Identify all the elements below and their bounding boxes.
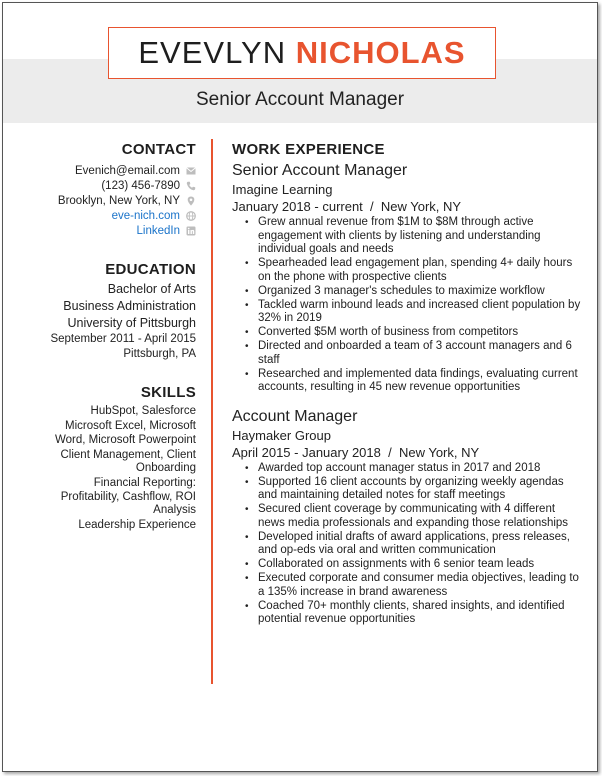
bullet-item: • Grew annual revenue from $1M to $8M through active engagement with clients by listening and understanding individual goals and needs [258,216,582,257]
education-degree: Bachelor of Arts [107,282,196,296]
date-separator: / [366,199,378,214]
bullet-item: • Organized 3 manager's schedules to maximize workflow [258,285,582,299]
contact-location-text: Brooklyn, New York, NY [57,194,180,207]
job-dateline-2 [232,444,582,461]
linkedin-link[interactable]: LinkedIn [136,224,180,237]
bullet-item: • Tackled warm inbound leads and increased client population by 32% in 2019 [258,299,582,326]
education-school: University of Pittsburgh [67,316,196,330]
job-bullets-2 [232,462,582,627]
contact-email[interactable] [13,163,196,178]
job-title: Senior Account Manager [195,89,405,110]
column-divider [211,139,213,684]
job-dates-1: January 2018 - current [232,199,363,214]
date-separator: / [384,444,396,460]
bullet-item: • Converted $5M worth of business from competitors [258,326,582,340]
bullet-item: • Executed corporate and consumer media objectives, leading to a 135% increase in brand awareness [258,572,582,599]
bullet-item: • Secured client coverage by communicating with 4 different news media professionals and expanding those relationships [258,503,582,530]
bullet-item: • Spearheaded lead engagement plan, spending 4+ daily hours on the phone with prospective clients [258,257,582,284]
globe-icon [186,211,196,221]
bullet-item: • Coached 70+ monthly clients, shared insights, and identified potential revenue opportunities [258,600,582,627]
skill-item: HubSpot, Salesforce [90,405,196,417]
contact-phone-text: (123) 456-7890 [101,179,180,192]
job-company-1: Imagine Learning [232,182,333,197]
right-column [232,141,582,627]
education-heading: EDUCATION [105,261,196,278]
work-experience-heading: WORK EXPERIENCE [232,141,385,158]
skill-item: Client Management, Client Onboarding [60,448,196,474]
skill-item: Leadership Experience [78,519,196,531]
education-field: Business Administration [63,299,196,313]
phone-icon [186,181,196,191]
job-dates-2: April 2015 - January 2018 [232,444,381,460]
bullet-item: • Developed initial drafts of award applications, press releases, and op-eds via oral and written communication [258,531,582,558]
bullet-item: • Collaborated on assignments with 6 senior team leads [258,558,582,572]
bullet-item: • Directed and onboarded a team of 3 account managers and 6 staff [258,340,582,367]
bullet-item: • Researched and implemented data findings, evaluating current accounts, resulting in 45 new revenue opportunities [258,368,582,395]
job-title-1: Senior Account Manager [232,162,408,179]
left-column [13,141,196,534]
contact-location [13,193,196,208]
resume-page [2,2,598,772]
website-link[interactable]: eve-nich.com [111,209,180,222]
bullet-item: • Awarded top account manager status in 2017 and 2018 [258,462,582,476]
bullet-item: • Supported 16 client accounts by organizing weekly agendas and maintaining detailed notes for staff meetings [258,476,582,503]
education-dates: September 2011 - April 2015 [50,333,196,345]
job-title-2: Account Manager [232,407,358,425]
contact-email-text: Evenich@email.com [75,164,180,177]
job-entry [232,161,582,395]
contact-website[interactable] [13,208,196,223]
job-company-2: Haymaker Group [232,427,331,443]
contact-linkedin[interactable] [13,223,196,238]
job-bullets-1 [232,216,582,395]
envelope-icon [186,166,196,176]
location-pin-icon [186,196,196,206]
first-name: EVEVLYN [138,35,287,70]
contact-phone[interactable] [13,178,196,193]
job-location-2: New York, NY [398,444,480,460]
job-entry [232,407,582,627]
contact-heading: CONTACT [121,141,196,158]
job-location-1: New York, NY [380,199,462,214]
linkedin-icon [186,226,196,236]
skill-item: Microsoft Excel, Microsoft Word, Microsoft Powerpoint [54,420,196,446]
job-dateline-1 [232,198,582,215]
skill-item: Financial Reporting: Profitability, Cashflow, ROI Analysis [60,477,196,516]
skills-heading: SKILLS [140,384,196,401]
last-name: NICHOLAS [295,35,466,70]
education-location: Pittsburgh, PA [123,348,196,360]
name-box [108,27,496,79]
